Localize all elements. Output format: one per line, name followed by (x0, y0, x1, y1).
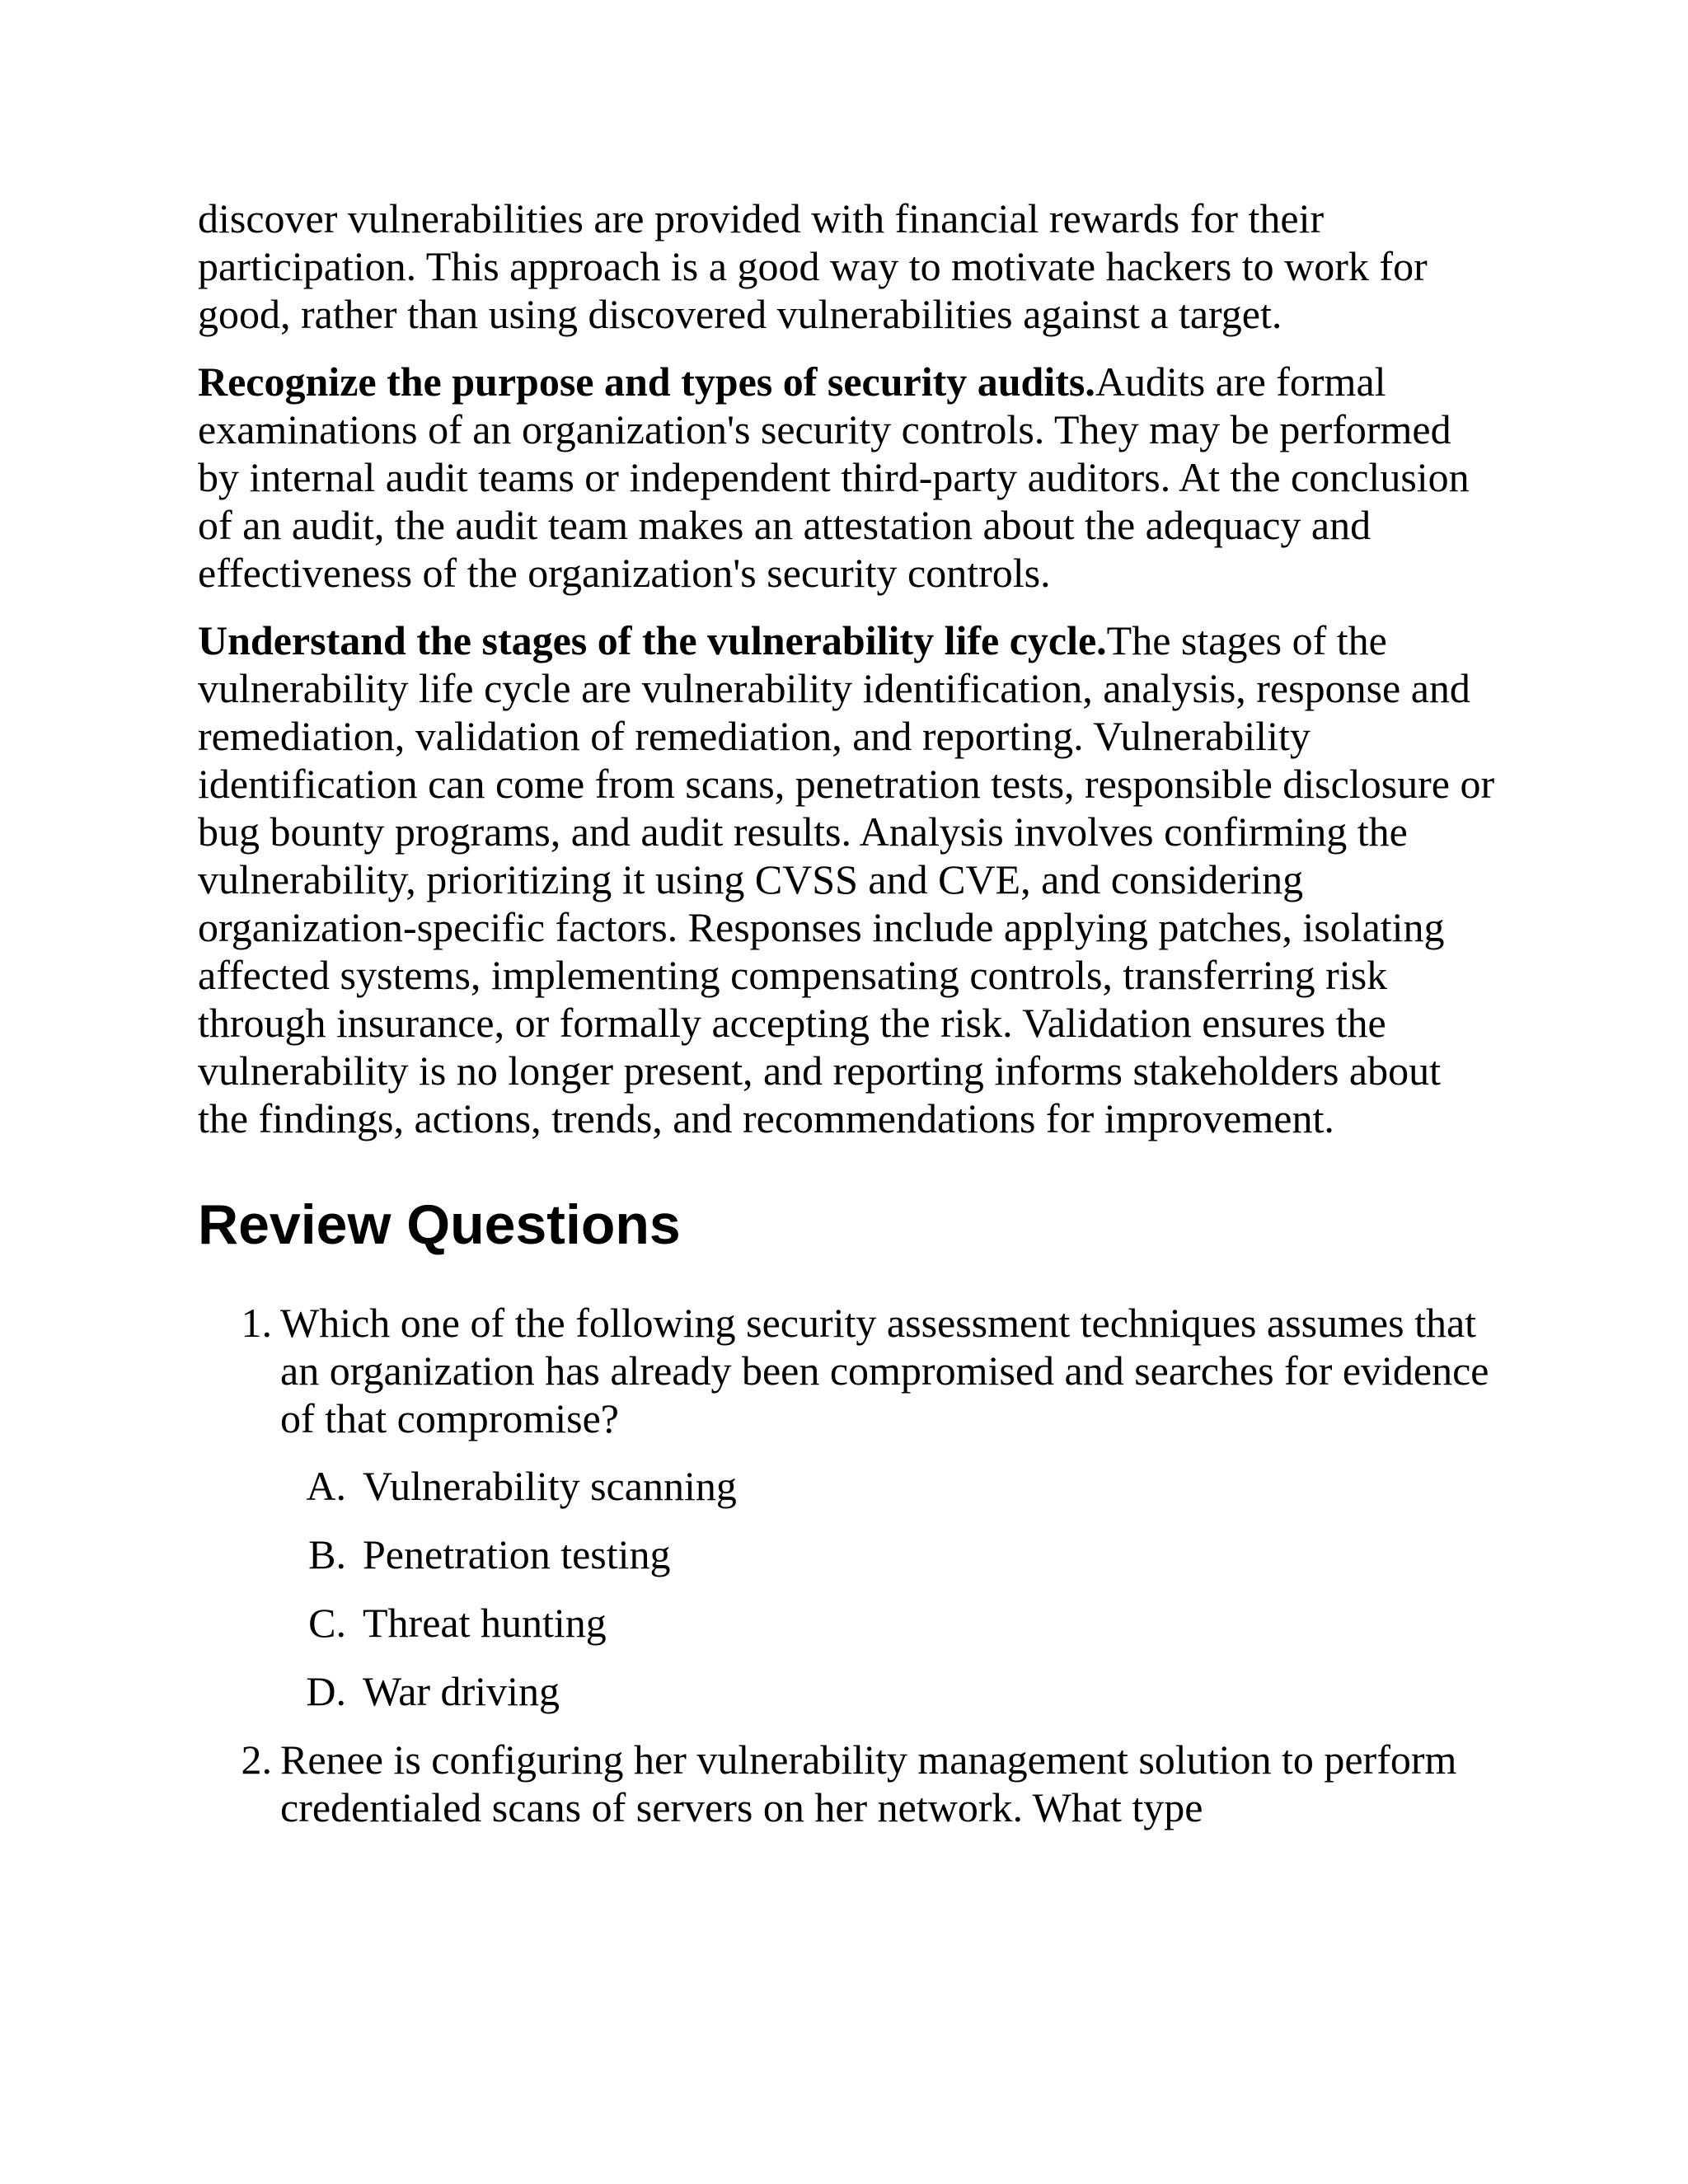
option-text: War driving (363, 1668, 560, 1714)
option-text: Vulnerability scanning (363, 1463, 737, 1509)
answer-option (280, 1462, 1500, 1510)
document-page (198, 194, 1500, 1851)
paragraph-text: Audits are formal examinations of an organization's security controls. They may be performed by internal audit teams or independent third-party auditors. At the conclusion of an audit, the audit team makes an attestation about the adequacy and effectiveness of the organization's security controls. (198, 359, 1470, 596)
paragraph-lead: Understand the stages of the vulnerability life cycle. (198, 617, 1107, 663)
answer-option (280, 1599, 1500, 1647)
option-label: B. (308, 1531, 346, 1577)
answer-option (280, 1667, 1500, 1715)
question-number: 1. (241, 1300, 272, 1346)
option-text: Penetration testing (363, 1531, 671, 1577)
question-number: 2. (241, 1736, 272, 1783)
option-label: A. (306, 1463, 346, 1509)
answer-option (280, 1530, 1500, 1578)
question-text: Renee is configuring her vulnerability management solution to perform credentialed scans of servers on her network. What type (280, 1736, 1457, 1830)
question-text: Which one of the following security assessment techniques assumes that an organization has already been compromised and searches for evidence of that compromise? (280, 1300, 1489, 1441)
paragraph-bug-bounty (198, 194, 1500, 338)
paragraph-text: discover vulnerabilities are provided with financial rewards for their participation. This approach is a good way to motivate hackers to work for good, rather than using discovered vulnerabilities against a target. (198, 195, 1428, 337)
question-item (198, 1299, 1500, 1715)
answer-options (280, 1462, 1500, 1715)
option-label: C. (308, 1600, 346, 1646)
paragraph-vulnerability-life-cycle (198, 616, 1500, 1142)
paragraph-security-audits (198, 358, 1500, 597)
section-heading: Review Questions (198, 1193, 681, 1256)
paragraph-text: The stages of the vulnerability life cycle are vulnerability identification, analysis, response and remediation, validation of remediation, and reporting. Vulnerability identification can come from scans, penetration tests, responsible disclosure or bug bounty programs, and audit results. Analysis involves confirming the vulnerability, prioritizing it using CVSS and CVE, and considering organization-specific factors. Responses include applying patches, isolating affected systems, implementing compensating controls, transferring risk through insurance, or formally accepting the risk. Validation ensures the vulnerability is no longer present, and reporting informs stakeholders about the findings, actions, trends, and recommendations for improvement. (198, 617, 1495, 1141)
question-item (198, 1736, 1500, 1831)
option-text: Threat hunting (363, 1600, 607, 1646)
paragraph-lead: Recognize the purpose and types of security audits. (198, 359, 1095, 405)
question-list (198, 1299, 1500, 1831)
option-label: D. (306, 1668, 346, 1714)
